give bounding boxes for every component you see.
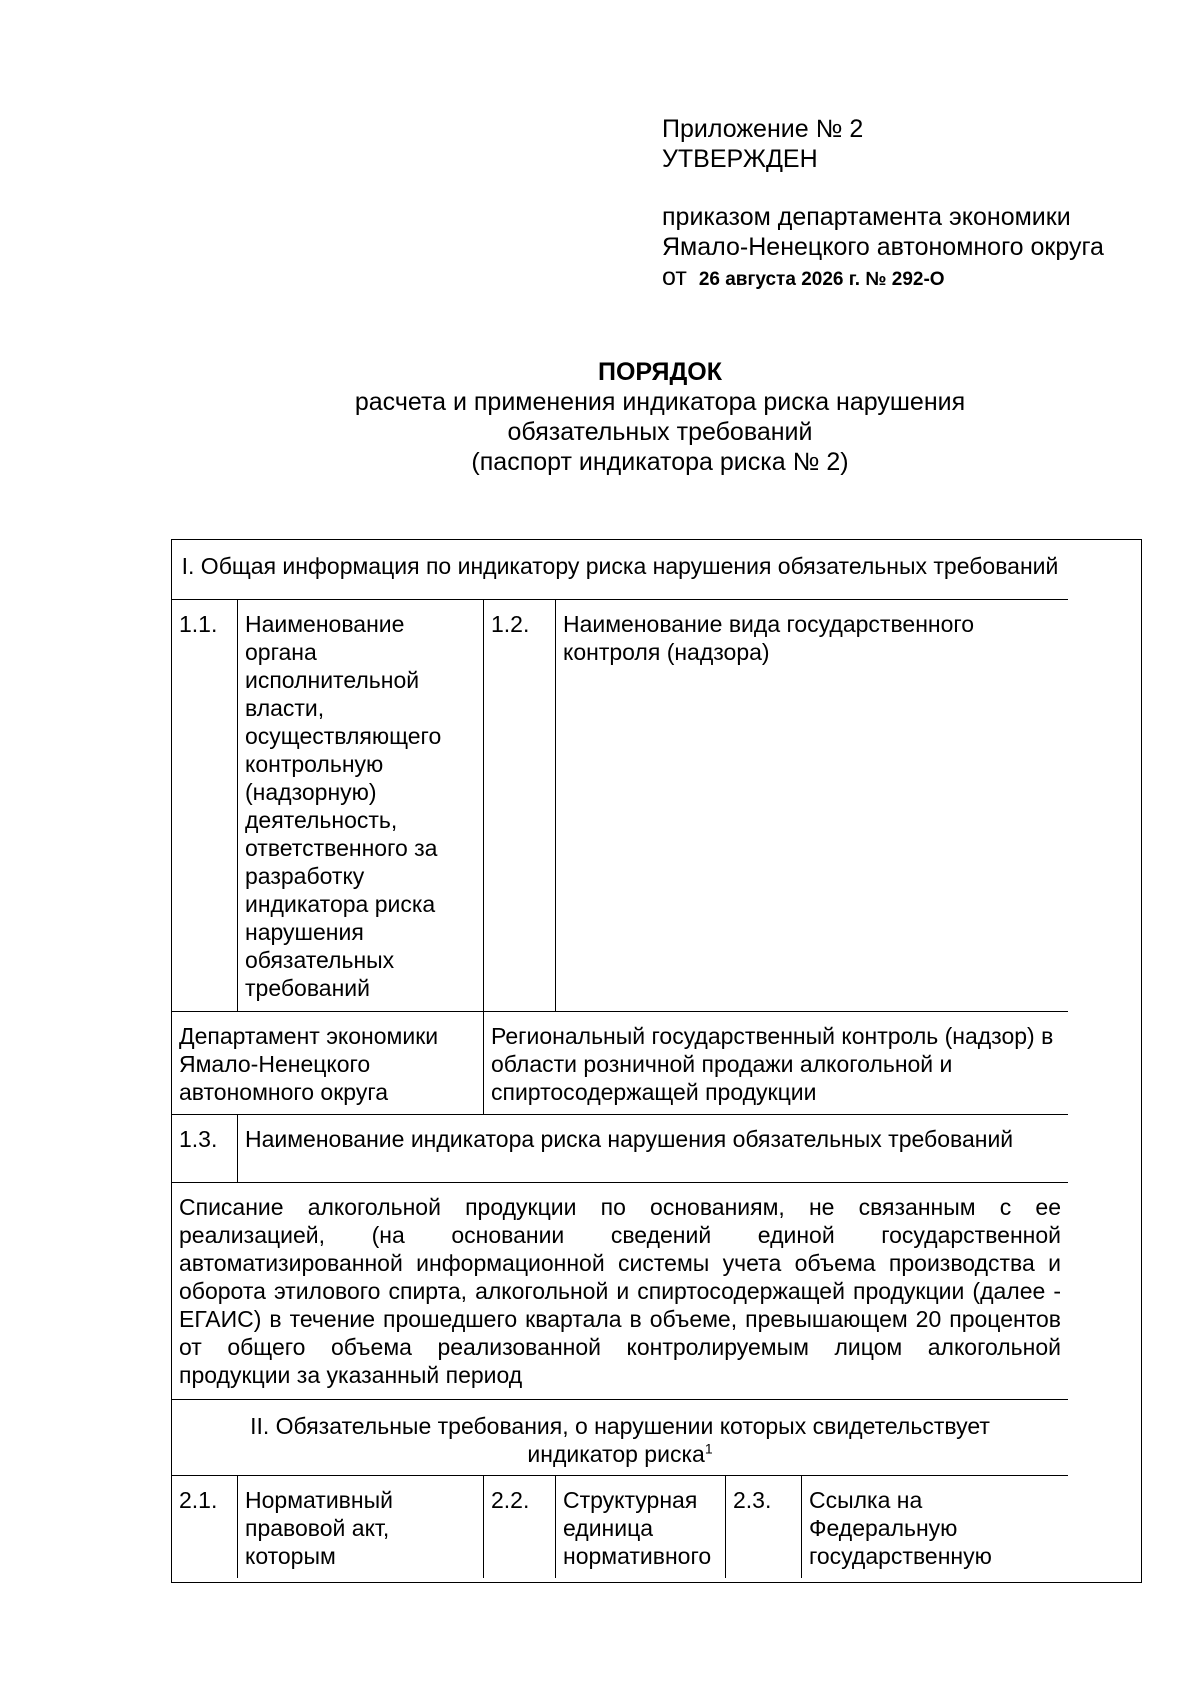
cell-1-3-label: Наименование индикатора риска нарушения обязательных требований (238, 1115, 1068, 1183)
cell-2-3-number: 2.3. (726, 1476, 802, 1578)
footnote-mark: 1 (704, 1440, 713, 1457)
section-2-header-text: II. Обязательные требования, о нарушении которых свидетельствует индикатор риска (250, 1413, 990, 1467)
order-date-line (662, 262, 1182, 295)
cell-1-1-value: Департамент экономики Ямало-Ненецкого автономного округа (172, 1012, 484, 1115)
cell-2-1-label: Нормативный правовой акт, которым (238, 1476, 484, 1578)
region-line: Ямало-Ненецкого автономного округа (662, 233, 1104, 261)
cell-2-1-number: 2.1. (172, 1476, 238, 1578)
section-1-header: I. Общая информация по индикатору риска нарушения обязательных требований (172, 540, 1068, 600)
cell-1-3-number: 1.3. (172, 1115, 238, 1183)
title-line-1: расчета и применения индикатора риска нарушения (354, 388, 966, 416)
approval-block (662, 114, 1182, 295)
cell-2-3-label: Ссылка на Федеральную государственную (809, 1487, 992, 1569)
title-heading: ПОРЯДОК (598, 358, 722, 386)
approved-label: УТВЕРЖДЕН (662, 145, 818, 173)
cell-1-1-number: 1.1. (172, 600, 238, 1012)
cell-1-1-label: Наименование органа исполнительной власти, осуществляющего контрольную (надзорную) деятельность, ответственного за разработку индикатора риска нарушения обязательных требований (238, 600, 484, 1012)
cell-1-3-value: Списание алкогольной продукции по основаниям, не связанным с ее реализацией, (на основании сведений единой государственной автоматизированной информационной системы учета объема производства и оборота этилового спирта, алкогольной и спиртосодержащей продукции (далее - ЕГАИС) в течение прошедшего квартала в объеме, превышающем 20 процентов от общего объема реализованной контролируемым лицом алкогольной продукции за указанный период (172, 1183, 1068, 1400)
risk-indicator-passport-table (171, 539, 1142, 1583)
cell-2-2-label: Структурная единица нормативного (556, 1476, 726, 1578)
title-line-3: (паспорт индикатора риска № 2) (471, 448, 849, 476)
from-label: от (662, 263, 687, 291)
section-2-header (172, 1400, 1068, 1476)
cell-1-2-number: 1.2. (484, 600, 556, 1012)
cell-1-2-label: Наименование вида государственного контроля (надзора) (556, 600, 1068, 1012)
cell-2-2-number: 2.2. (484, 1476, 556, 1578)
cell-1-2-value: Региональный государственный контроль (надзор) в области розничной продажи алкогольной и спиртосодержащей продукции (484, 1012, 1068, 1115)
order-date-number: 26 августа 2026 г. № 292-О (698, 269, 945, 290)
title-line-2: обязательных требований (507, 418, 813, 446)
appendix-number: Приложение № 2 (662, 115, 864, 143)
order-line: приказом департамента экономики (662, 203, 1071, 231)
document-title (170, 357, 1150, 477)
